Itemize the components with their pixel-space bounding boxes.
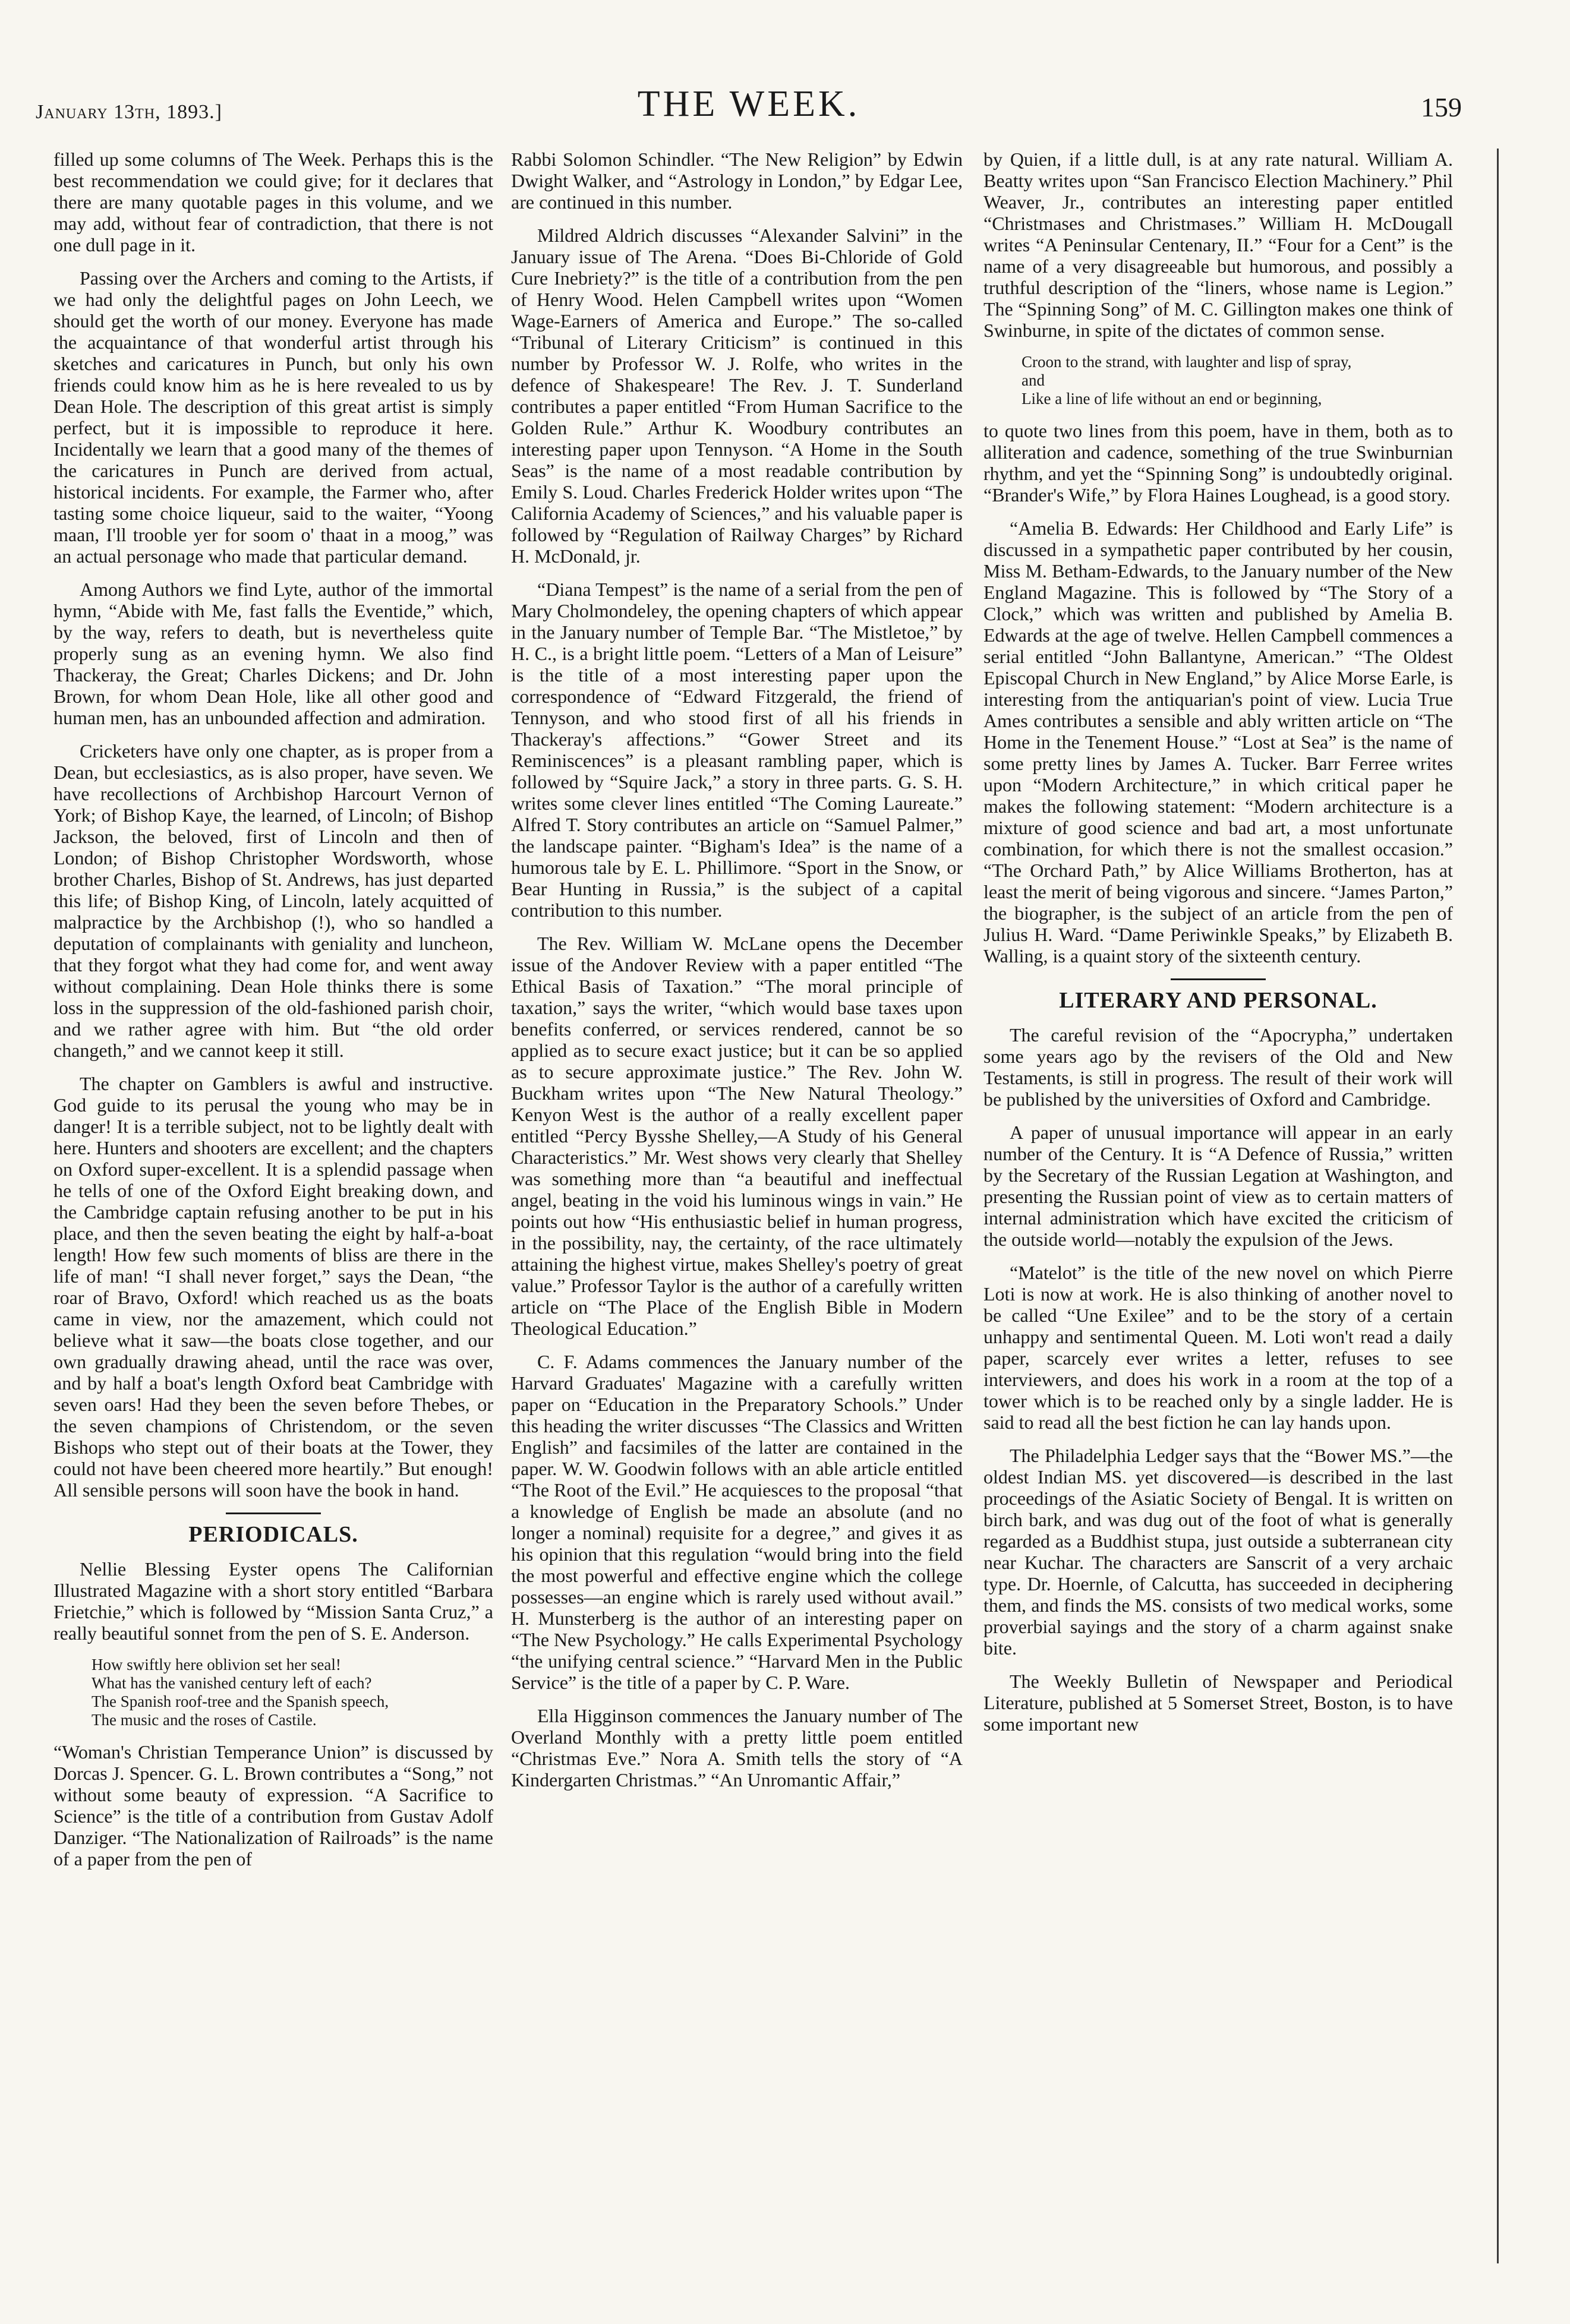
section-divider	[1171, 978, 1266, 980]
paragraph: “Woman's Christian Temperance Union” is discussed by Dorcas J. Spencer. G. L. Brown contributes a “Song,” not without some beauty of expression. “A Sacrifice to Science” is the title of a contribution from Gustav Adolf Danziger. “The Nationalization of Railroads” is the name of a paper from the pen of	[53, 1741, 493, 1870]
paragraph: Among Authors we find Lyte, author of the immortal hymn, “Abide with Me, fast falls the Eventide,” which, by the way, refers to death, but is nevertheless quite properly sung as an evening hymn. We also find Thackeray, the Great; Charles Dickens; and Dr. John Brown, for whom Dean Hole, like all other good and human men, has an unbounded affection and admiration.	[53, 579, 493, 728]
right-column-edge	[1497, 149, 1499, 2263]
poem-quote	[1022, 353, 1453, 408]
paragraph: A paper of unusual importance will appear in an early number of the Century. It is “A Defence of Russia,” written by the Secretary of the Russian Legation at Washington, and presenting the Russian point of view as to certain matters of internal administration which have excited the criticism of the outside world—notably the expulsion of the Jews.	[983, 1122, 1453, 1250]
column-1	[53, 149, 493, 1881]
paragraph: The Weekly Bulletin of Newspaper and Periodical Literature, published at 5 Somerset Street, Boston, is to have some important new	[983, 1671, 1453, 1735]
paragraph: “Amelia B. Edwards: Her Childhood and Early Life” is discussed in a sympathetic paper contributed by her cousin, Miss M. Betham-Edwards, to the January number of the New England Magazine. This is followed by “The Story of a Clock,” which was written and published by Amelia B. Edwards at the age of twelve. Hellen Campbell commences a serial entitled “John Ballantyne, American.” “The Oldest Episcopal Church in New England,” by Alice Morse Earle, is interesting from the antiquarian's point of view. Lucia True Ames contributes a sensible and ably written article on “The Home in the Tenement House.” “Lost at Sea” is the name of some pretty lines by James A. Tucker. Barr Ferree writes upon “Modern Architecture,” in which critical paper he makes the following statement: “Modern architecture is a mixture of good science and bad art, a most unfortunate combination, for which there is not the smallest occasion.” “The Orchard Path,” by Alice Williams Brotherton, has at least the merit of being vigorous and sincere. “James Parton,” the biographer, is the subject of an article from the pen of Julius H. Ward. “Dame Periwinkle Speaks,” by Elizabeth B. Walling, is a quaint story of the sixteenth century.	[983, 517, 1453, 967]
poem-line: Croon to the strand, with laughter and lisp of spray,	[1022, 353, 1352, 371]
paragraph: Cricketers have only one chapter, as is proper from a Dean, but ecclesiastics, as is also proper, have seven. We have recollections of Archbishop Harcourt Vernon of York; of Bishop Kaye, the learned, of Lincoln; of Bishop Jackson, the beloved, first of Lincoln and then of London; of Bishop Christopher Wordsworth, whose brother Charles, Bishop of St. Andrews, has just departed this life; of Bishop King, of Lincoln, lately acquitted of malpractice by the Archbishop (!), who so handled a deputation of complainants with geniality and luncheon, that they forgot what they had come for, and went away without complaining. Dean Hole thinks there is some loss in the suppression of the old-fashioned parish choir, and we rather agree with him. But “the old order changeth,” and we cannot keep it still.	[53, 740, 493, 1061]
section-divider	[226, 1513, 321, 1514]
poem-line: and	[1022, 371, 1045, 389]
paragraph: Mildred Aldrich discusses “Alexander Salvini” in the January issue of The Arena. “Does Bi-Chloride of Gold Cure Inebriety?” is the title of a contribution from the pen of Henry Wood. Helen Campbell writes upon “Women Wage-Earners of America and Europe.” The so-called “Tribunal of Literary Criticism” is continued in this number by Professor W. J. Rolfe, who writes in the defence of Shakespeare! The Rev. J. T. Sunderland contributes a paper entitled “From Human Sacrifice to the Golden Rule.” Arthur K. Woodbury contributes an interesting paper upon Tennyson. “A Home in the South Seas” is the name of a most readable contribution by Emily S. Loud. Charles Frederick Holder writes upon “The California Academy of Sciences,” and his valuable paper is followed by “Regulation of Railway Charges” by Richard H. McDonald, jr.	[511, 225, 963, 567]
left-margin	[0, 149, 12, 2275]
column-3	[983, 149, 1453, 1747]
paragraph: Passing over the Archers and coming to the Artists, if we had only the delightful pages on John Leech, we should get the worth of our money. Everyone has made the acquaintance of that wonderful artist through his sketches and caricatures in Punch, but only his own friends could know him as he is here revealed to us by Dean Hole. The description of this great artist is simply perfect, but it is impossible to reproduce it here. Incidentally we learn that a good many of the themes of the caricatures in Punch are derived from actual, historical incidents. For example, the Farmer who, after tasting some choice liqueur, said to the waiter, “Yoong maan, I'll trooble yer for soom o' thaat in a moog,” was an actual personage who made that particular demand.	[53, 267, 493, 567]
paragraph: “Matelot” is the title of the new novel on which Pierre Loti is now at work. He is also thinking of another novel to be called “Une Exilee” and to be the story of a certain unhappy and sentimental Queen. M. Loti won't read a daily paper, scarcely ever writes a letter, refuses to see interviewers, and does his work in a room at the top of a tower which is to be reached only by a single ladder. He is said to read all the best fiction he can lay hands upon.	[983, 1262, 1453, 1433]
periodicals-heading: PERIODICALS.	[188, 1522, 358, 1547]
poem-line: The Spanish roof-tree and the Spanish speech,	[92, 1693, 389, 1710]
paragraph: The Rev. William W. McLane opens the December issue of the Andover Review with a paper entitled “The Ethical Basis of Taxation.” “The moral principle of taxation,” says the writer, “which would base taxes upon benefits conferred, or services rendered, cannot be so applied as to secure exact justice; but it can be so applied as to secure approximate justice.” The Rev. John W. Buckham writes upon “The New Natural Theology.” Kenyon West is the author of a really excellent paper entitled “Percy Bysshe Shelley,—A Study of his General Characteristics.” Mr. West shows very clearly that Shelley was something more than “a beautiful and ineffectual angel, beating in the void his luminous wings in vain.” He points out how “His enthusiastic belief in human progress, in the possibility, nay, the certainty, of the race ultimately attaining the highest virtue, makes Shelley's poetry of great value.” Professor Taylor is the author of a carefully written article on “The Place of the English Bible in Modern Theological Education.”	[511, 933, 963, 1339]
paragraph: Nellie Blessing Eyster opens The Californian Illustrated Magazine with a short story entitled “Barbara Frietchie,” which is followed by “Mission Santa Cruz,” a really beautiful sonnet from the pen of S. E. Anderson.	[53, 1558, 493, 1644]
poem-line: Like a line of life without an end or beginning,	[1022, 390, 1322, 408]
paragraph: Ella Higginson commences the January number of The Overland Monthly with a pretty little poem entitled “Christmas Eve.” Nora A. Smith tells the story of “A Kindergarten Christmas.” “An Unromantic Affair,”	[511, 1705, 963, 1791]
paragraph: by Quien, if a little dull, is at any rate natural. William A. Beatty writes upon “San Francisco Election Machinery.” Phil Weaver, Jr., contributes an interesting paper entitled “Christmases and Christmases.” William H. McDougall writes “A Peninsular Centenary, II.” “Four for a Cent” is the name of a very disagreeable but humorous, and possibly a truthful description of the “liners, whose name is Legion.” The “Spinning Song” of M. C. Gillington makes one think of Swinburne, in spite of the dictates of common sense.	[983, 149, 1453, 341]
literary-personal-heading: LITERARY AND PERSONAL.	[1059, 988, 1377, 1013]
masthead-title: THE WEEK.	[637, 84, 860, 124]
issue-date: January 13th, 1893.]	[36, 101, 222, 123]
column-2	[511, 149, 963, 1802]
paragraph: The chapter on Gamblers is awful and instructive. God guide to its perusal the young who may be in danger! It is a terrible subject, not to be lightly dealt with here. Hunters and shooters are excellent; and the chapters on Oxford super-excellent. It is a splendid passage when he tells of one of the Oxford Eight breaking down, and the Cambridge captain refusing another to be put in his place, and then the seven beating the eight by half-a-boat length! How few such moments of bliss are there in the life of man! “I shall never forget,” says the Dean, “the roar of Bravo, Oxford! which reached us as the boats came in view, nor the amazement, which could not believe what it saw—the boats close together, and our own gradually drawing ahead, until the race was over, and by half a boat's length Oxford beat Cambridge with seven oars! Had they been the seven before Thebes, or the seven champions of Christendom, or the seven Bishops who stept out of their boats at the Tower, they could not have been cheered more heartily.” But enough! All sensible persons will soon have the book in hand.	[53, 1073, 493, 1501]
sonnet-quote	[92, 1656, 493, 1729]
paragraph: to quote two lines from this poem, have in them, both as to alliteration and cadence, something of the true Swinburnian rhythm, and yet the “Spinning Song” is undoubtedly original. “Brander's Wife,” by Flora Haines Loughead, is a good story.	[983, 420, 1453, 506]
paragraph: The careful revision of the “Apocrypha,” undertaken some years ago by the revisers of the Old and New Testaments, is still in progress. The result of their work will be published by the universities of Oxford and Cambridge.	[983, 1024, 1453, 1110]
poem-line: What has the vanished century left of each?	[92, 1674, 372, 1692]
poem-line: How swiftly here oblivion set her seal!	[92, 1656, 341, 1673]
paragraph: Rabbi Solomon Schindler. “The New Religion” by Edwin Dwight Walker, and “Astrology in London,” by Edgar Lee, are continued in this number.	[511, 149, 963, 213]
page-header	[36, 83, 1462, 137]
paragraph: C. F. Adams commences the January number of the Harvard Graduates' Magazine with a carefully written paper on “Education in the Preparatory Schools.” Under this heading the writer discusses “The Classics and Written English” and facsimiles of the latter are contained in the paper. W. W. Goodwin follows with an able article entitled “The Root of the Evil.” He acquiesces to the proposal “that a knowledge of English be made an absolute (and no longer a nominal) requisite for a degree,” and gives it as his opinion that this regulation “would bring into the field the most powerful and effective engine which the college possesses—an engine which is rarely used without avail.” H. Munsterberg is the author of an interesting paper on “The New Psychology.” He calls Experimental Psychology “the unifying central science.” “Harvard Men in the Public Service” is the title of a paper by C. P. Ware.	[511, 1351, 963, 1693]
paragraph: “Diana Tempest” is the name of a serial from the pen of Mary Cholmondeley, the opening chapters of which appear in the January number of Temple Bar. “The Mistletoe,” by H. C., is a bright little poem. “Letters of a Man of Leisure” is the title of a most interesting paper upon the correspondence of “Edward Fitzgerald, the friend of Tennyson, and who stood first of all his friends in Thackeray's affections.” “Gower Street and its Reminiscences” is a pleasant rambling paper, which is followed by “Squire Jack,” a story in three parts. G. S. H. writes some clever lines entitled “The Coming Laureate.” Alfred T. Story contributes an article on “Samuel Palmer,” the landscape painter. “Bigham's Idea” is the name of a humorous tale by E. L. Phillimore. “Sport in the Snow, or Bear Hunting in Russia,” is the subject of a capital contribution to this number.	[511, 579, 963, 921]
paragraph: The Philadelphia Ledger says that the “Bower MS.”—the oldest Indian MS. yet discovered—is described in the last proceedings of the Asiatic Society of Bengal. It is written on birch bark, and was dug out of the foot of what is generally regarded as a Buddhist stupa, just outside a subterranean city near Kuchar. The characters are Sanscrit of a very archaic type. Dr. Hoernle, of Calcutta, has succeeded in deciphering them, and finds the MS. consists of two medical works, some proverbial sayings and the story of a charm against snake bite.	[983, 1445, 1453, 1659]
paragraph: filled up some columns of The Week. Perhaps this is the best recommendation we could give; for it declares that there are many quotable pages in this volume, and we may add, without fear of contradiction, that there is not one dull page in it.	[53, 149, 493, 255]
poem-line: The music and the roses of Castile.	[92, 1711, 317, 1729]
page-number: 159	[1421, 92, 1462, 122]
